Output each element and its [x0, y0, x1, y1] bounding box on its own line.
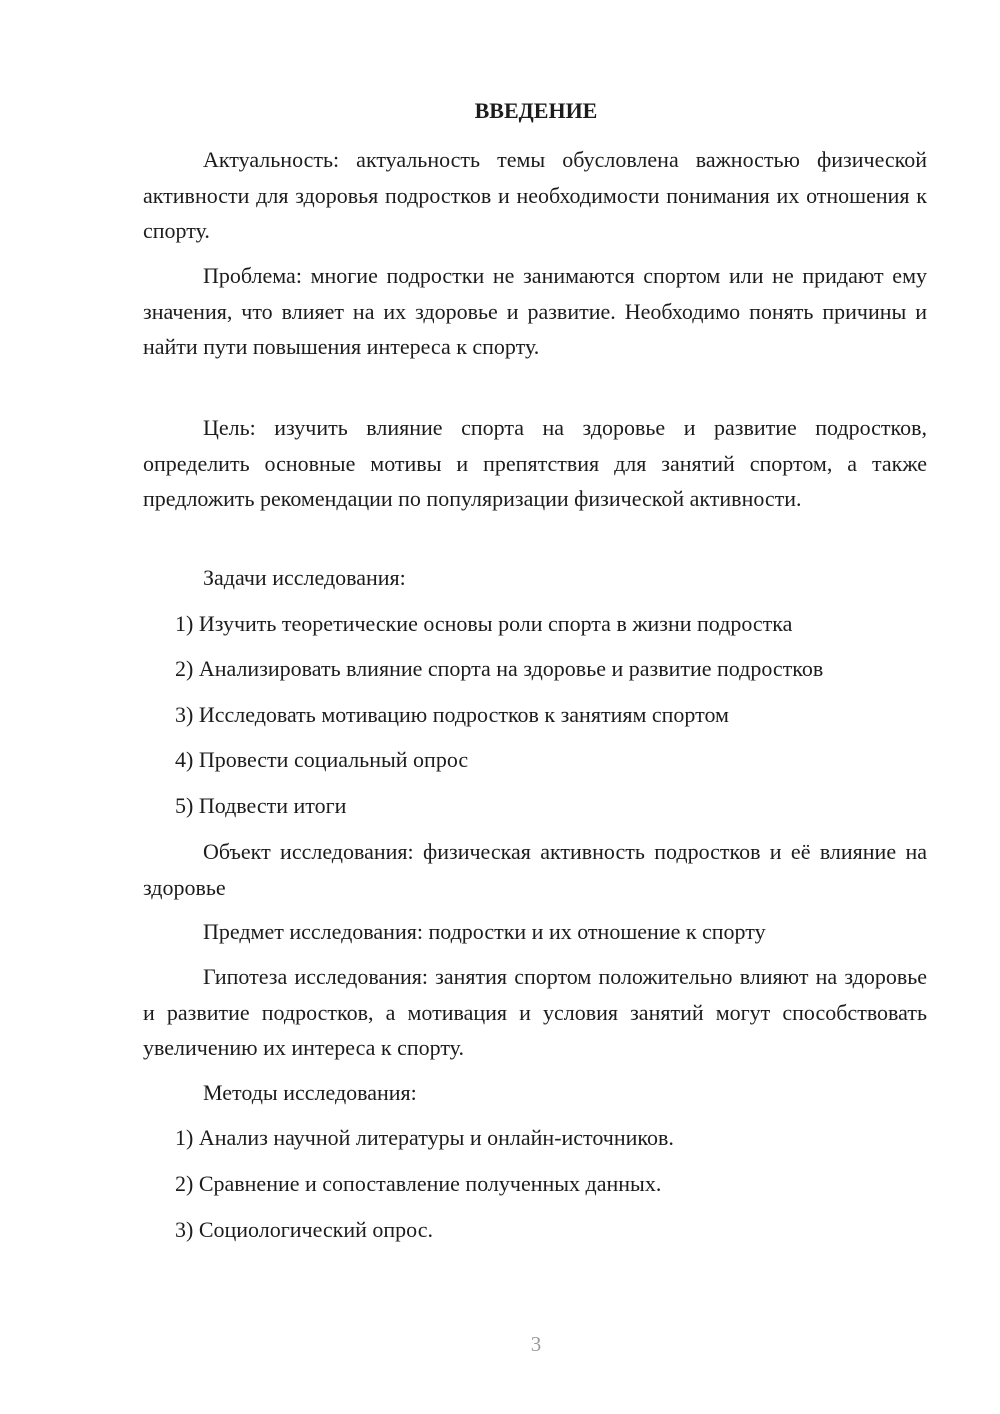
method-item: 3) Социологический опрос.	[175, 1217, 433, 1242]
task-item: 2) Анализировать влияние спорта на здоровье и развитие подростков	[175, 656, 824, 681]
page-number: 3	[530, 1332, 542, 1356]
problem-paragraph: Проблема: многие подростки не занимаются спортом или не придают ему значения, что влияет на их здоровье и развитие. Необходимо понять причины и найти пути повышения интереса к спорту.	[143, 263, 927, 359]
task-item: 4) Провести социальный опрос	[175, 747, 469, 772]
task-item: 5) Подвести итоги	[175, 793, 347, 818]
page-title: ВВЕДЕНИЕ	[474, 98, 598, 123]
relevance-paragraph: Актуальность: актуальность темы обусловлена важностью физической активности для здоровья подростков и необходимости понимания их отношения к спорту.	[143, 147, 927, 243]
method-item: 2) Сравнение и сопоставление полученных данных.	[175, 1171, 662, 1196]
method-item: 1) Анализ научной литературы и онлайн-источников.	[175, 1125, 674, 1150]
task-item: 1) Изучить теоретические основы роли спорта в жизни подростка	[175, 611, 793, 636]
subject-paragraph: Предмет исследования: подростки и их отношение к спорту	[203, 919, 766, 944]
hypothesis-paragraph: Гипотеза исследования: занятия спортом положительно влияют на здоровье и развитие подростков, а мотивация и условия занятий могут способствовать увеличению их интереса к спорту.	[143, 964, 927, 1060]
methods-heading: Методы исследования:	[203, 1080, 417, 1105]
object-paragraph: Объект исследования: физическая активность подростков и её влияние на здоровье	[143, 839, 927, 900]
goal-paragraph: Цель: изучить влияние спорта на здоровье и развитие подростков, определить основные мотивы и препятствия для занятий спортом, а также предложить рекомендации по популяризации физической активности.	[143, 415, 927, 511]
tasks-heading: Задачи исследования:	[203, 565, 406, 590]
task-item: 3) Исследовать мотивацию подростков к занятиям спортом	[175, 702, 729, 727]
